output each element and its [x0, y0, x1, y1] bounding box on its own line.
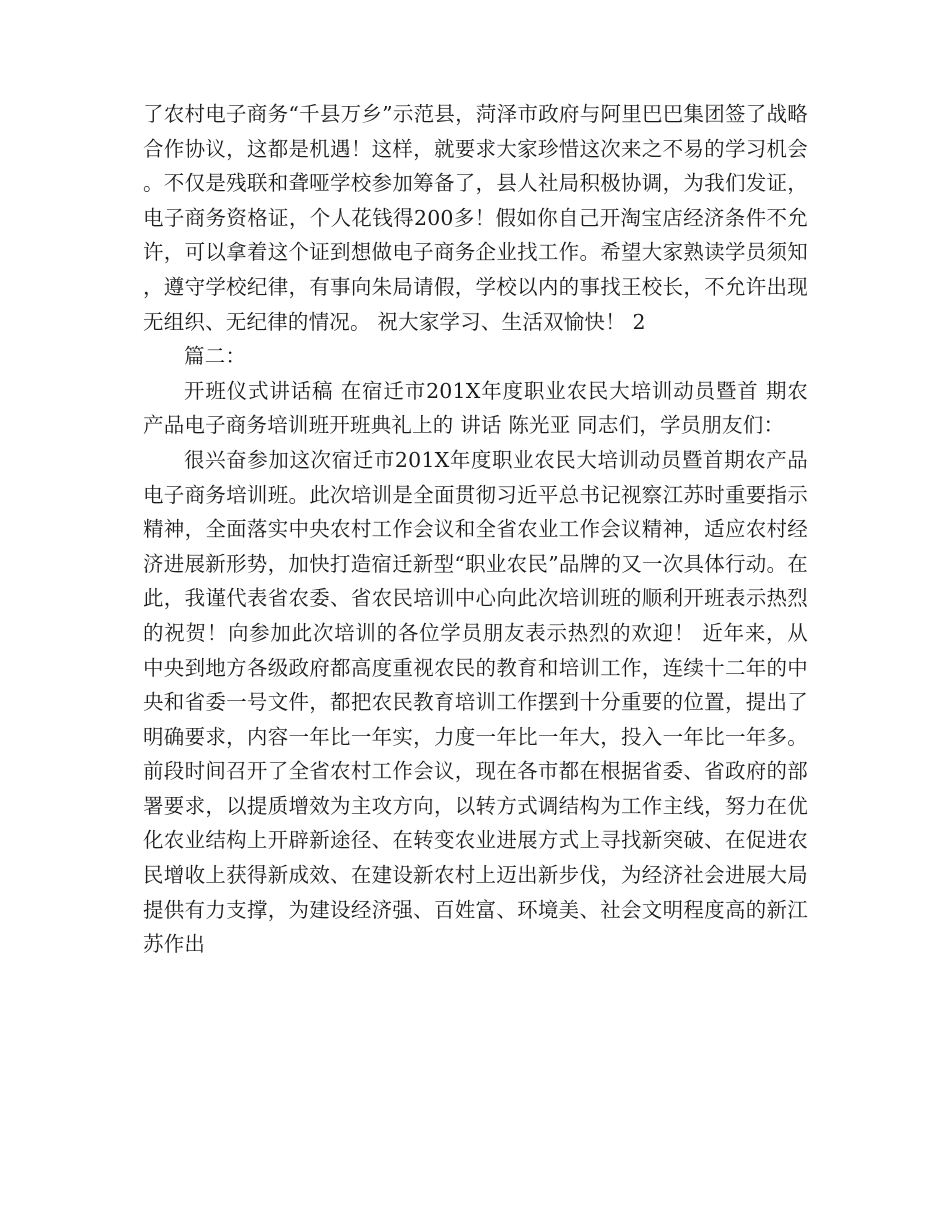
section-heading: 篇二： [184, 344, 247, 369]
paragraph-speech-body: 很兴奋参加这次宿迁市201X年度职业农民大培训动员暨首期农产品电子商务培训班。此次培训是全面贯彻习近平总书记视察江苏时重要指示精神，全面落实中央农村工作会议和全省农业工作会议精神，适应农村经济进展新形势，加快打造宿迁新型“职业农民”品牌的又一次具体行动。在此，我谨代表省农委、省农民培训中心向此次培训班的顺利开班表示热烈的祝贺！向参加此次培训的各位学员朋友表示热烈的欢迎！ 近年来，从中央到地方各级政府都高度重视农民的教育和培训工作，连续十二年的中央和省委一号文件，都把农民教育培训工作摆到十分重要的位置，提出了明确要求，内容一年比一年实，力度一年比一年大，投入一年比一年多。前段时间召开了全省农村工作会议，现在各市都在根据省委、省政府的部署要求，以提质增效为主攻方向，以转方式调结构为工作主线，努力在优化农业结构上开辟新途径、在转变农业进展方式上寻找新突破、在促进农民增收上获得新成效、在建设新农村上迈出新步伐，为经济社会进展大局提供有力支撑，为建设经济强、百姓富、环境美、社会文明程度高的新江苏作出 [143, 447, 808, 957]
paragraph-speech-title: 开班仪式讲话稿 在宿迁市201X年度职业农民大培训动员暨首 期农产品电子商务培训班开班典礼上的 讲话 陈光亚 同志们，学员朋友们： [143, 378, 808, 438]
document-page [143, 97, 808, 962]
paragraph-continuation: 了农村电子商务“千县万乡”示范县，菏泽市政府与阿里巴巴集团签了战略合作协议，这都是机遇！这样，就要求大家珍惜这次来之不易的学习机会。不仅是残联和聋哑学校参加筹备了，县人社局积极协调，为我们发证，电子商务资格证，个人花钱得200多！假如你自己开淘宝店经济条件不允许，可以拿着这个证到想做电子商务企业找工作。希望大家熟读学员须知，遵守学校纪律，有事向朱局请假，学校以内的事找王校长，不允许出现无组织、无纪律的情况。 祝大家学习、生活双愉快！ 2 [143, 102, 808, 334]
